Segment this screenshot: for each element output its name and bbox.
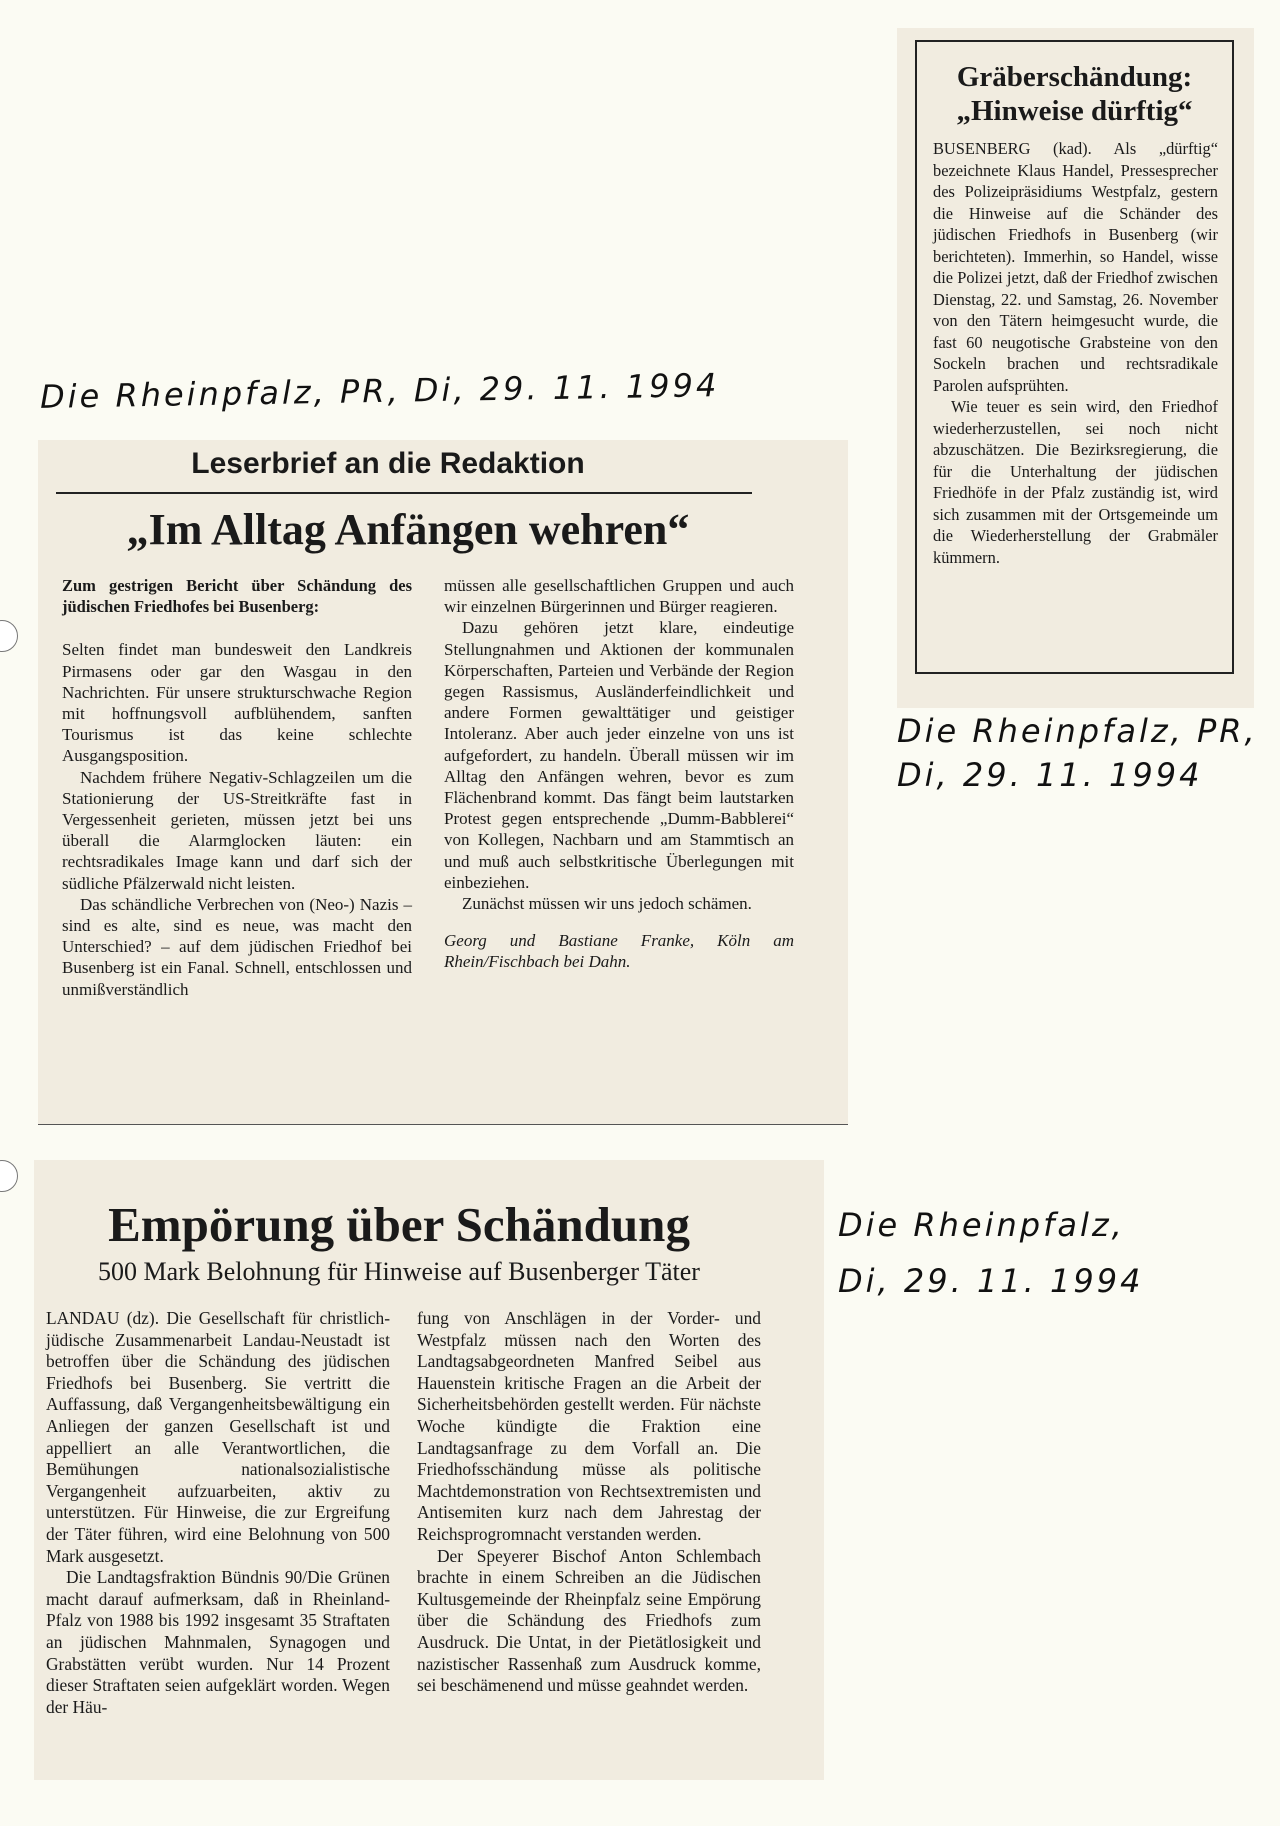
article-columns <box>46 1308 761 1718</box>
article-paragraph-2: Die Landtagsfraktion Bündnis 90/Die Grünen macht darauf aufmerksam, daß in Rheinland-Pfalz von 1988 bis 1992 insgesamt 35 Straftaten an jüdischen Mahnmalen, Synagogen und Grabstätten verübt wurden. Nur 14 Prozent dieser Straftaten seien aufgeklärt worden. Wegen der Häu- <box>46 1567 390 1717</box>
article-paragraph-3: fung von Anschlägen in der Vorder- und Westpfalz müssen nach den Worten des Landtagsabgeordneten Manfred Seibel aus Hauenstein kritische Fragen an die Arbeit der Sicherheitsbehörden gestellt werden. Für nächste Woche kündigte die Fraktion eine Landtagsanfrage zu dem Vorfall an. Die Friedhofsschändung müsse als politische Machtdemonstration von Rechtsextremisten und Antisemiten kurz nach dem Jahrestag der Reichsprogromnacht verstanden werden. <box>417 1308 761 1544</box>
handwritten-note-3-line1: Die Rheinpfalz, <box>838 1206 1125 1244</box>
article-paragraph-3: Das schändliche Verbrechen von (Neo-) Nazis – sind es alte, sind es neue, was macht den Unterschied? – auf dem jüdischen Friedhof bei Busenberg ist ein Fanal. Schnell, entschlossen und unmißverständlich <box>62 894 412 999</box>
headline-line-2: „Hinweise dürftig“ <box>956 95 1193 127</box>
clipping-empoerung <box>34 1160 824 1780</box>
article-paragraph-1: LANDAU (dz). Die Gesellschaft für christlich-jüdische Zusammenarbeit Landau-Neustadt ist betroffen über die Schändung des jüdischen Friedhofs bei Busenberg. Sie vertritt die Auffassung, daß Vergangenheitsbewältigung ein Anliegen der ganzen Gesellschaft ist und appelliert an alle Verantwortlichen, die Bemühungen nationalsozialistische Vergangenheit aufzuarbeiten, aktiv zu unterstützen. Für Hinweise, die zur Ergreifung der Täter führen, wird eine Belohnung von 500 Mark ausgesetzt. <box>46 1308 390 1566</box>
column-left <box>46 1308 390 1718</box>
column-right <box>444 575 794 1000</box>
handwritten-note-3-line2: Di, 29. 11. 1994 <box>838 1262 1144 1301</box>
handwritten-note-2 <box>897 712 1258 795</box>
article-headline: Empörung über Schändung <box>108 1197 690 1252</box>
headline-line-1: Gräberschändung: <box>956 61 1193 93</box>
clipping-graeberschaendung <box>897 28 1254 708</box>
punch-hole-lower <box>0 1160 18 1192</box>
article-lead: Zum gestrigen Bericht über Schändung des jüdischen Friedhofes bei Busenberg: <box>62 576 412 617</box>
handwritten-note-1: Die Rheinpfalz, PR, Di, 29. 11. 1994 <box>39 366 720 416</box>
article-paragraph-2: Wie teuer es sein wird, den Friedhof wiederherzustellen, sei noch nicht abzuschätzen. Die Bezirksregierung, die für die Unterhaltung der jüdischen Friedhöfe in der Pfalz zuständig ist, wird sich zusammen mit der Ortsgemeinde um die Wiederherstellung der Grabmäler kümmern. <box>933 397 1218 567</box>
clipping-bottom-rule <box>38 1124 848 1125</box>
article-headline <box>917 60 1232 128</box>
column-left <box>62 575 412 1000</box>
article-headline: „Im Alltag Anfängen wehren“ <box>126 505 690 554</box>
column-right <box>417 1308 761 1718</box>
handwritten-note-2-line2: Di, 29. 11. 1994 <box>897 756 1203 795</box>
clipping-leserbrief <box>38 440 848 1125</box>
article-body <box>917 138 1232 568</box>
article-paragraph-5: Dazu gehören jetzt klare, eindeutige Stellungnahmen und Aktionen der kommunalen Körperschaften, Parteien und Verbände der Region gegen Rassismus, Ausländerfeindlichkeit und andere Formen gewalttätiger und geistiger Intoleranz. Aber auch jeder einzelne von uns ist aufgefordert, zu handeln. Überall müssen wir im Alltag den Anfängen wehren, bevor es zum Flächenbrand kommt. Das fängt beim lautstarken Protest gegen entsprechende „Dumm-Babblerei“ von Kollegen, Nachbarn und am Stammtisch an und muß auch selbstkritische Überlegungen mit einbeziehen. <box>444 618 794 892</box>
clipping-frame <box>915 40 1234 674</box>
headline-rule <box>56 492 752 494</box>
handwritten-note-2-line1: Die Rheinpfalz, PR, <box>897 712 1258 750</box>
article-paragraph-6: Zunächst müssen wir uns jedoch schämen. <box>462 894 752 914</box>
handwritten-note-3 <box>838 1206 1143 1301</box>
article-subheadline: 500 Mark Belohnung für Hinweise auf Busenberger Täter <box>98 1257 700 1286</box>
article-paragraph-4: Der Speyerer Bischof Anton Schlembach brachte in einem Schreiben an die Jüdischen Kultusgemeinde der Rheinpfalz seine Empörung über die Schändung des Friedhofs zum Ausdruck. Die Untat, in der Pietätlosigkeit und nazistischer Rassenhaß zum Ausdruck komme, sei beschämenend und müsse geahndet werden. <box>417 1545 761 1696</box>
article-kicker: Leserbrief an die Redaktion <box>191 447 585 480</box>
article-columns <box>62 575 794 1000</box>
article-paragraph-1: BUSENBERG (kad). Als „dürftig“ bezeichnete Klaus Handel, Pressesprecher des Polizeipräsidiums Westpfalz, gestern die Hinweise auf die Schänder des jüdischen Friedhofs in Busenberg (wir berichteten). Immerhin, so Handel, wisse die Polizei jetzt, daß der Friedhof zwischen Dienstag, 22. und Samstag, 26. November von den Tätern heimgesucht wurde, die fast 60 neugotische Grabsteine von den Sockeln brachen und rechtsradikale Parolen aufsprühten. <box>933 139 1218 395</box>
punch-hole-upper <box>0 620 18 652</box>
article-paragraph-4: müssen alle gesellschaftlichen Gruppen und auch wir einzelnen Bürgerinnen und Bürger reagieren. <box>444 576 794 617</box>
article-paragraph-2: Nachdem frühere Negativ-Schlagzeilen um die Stationierung der US-Streitkräfte fast in Vergessenheit gerieten, müssen jetzt bei uns überall die Alarmglocken läuten: ein rechtsradikales Image kann und darf sich der südliche Pfälzerwald nicht leisten. <box>62 767 412 893</box>
article-signature: Georg und Bastiane Franke, Köln am Rhein/Fischbach bei Dahn. <box>444 931 794 972</box>
article-paragraph-1: Selten findet man bundesweit den Landkreis Pirmasens oder gar den Wasgau in den Nachrichten. Für unsere strukturschwache Region mit hoffnungsvoll aufblühendem, sanften Tourismus ist das keine schlechte Ausgangsposition. <box>62 640 412 766</box>
